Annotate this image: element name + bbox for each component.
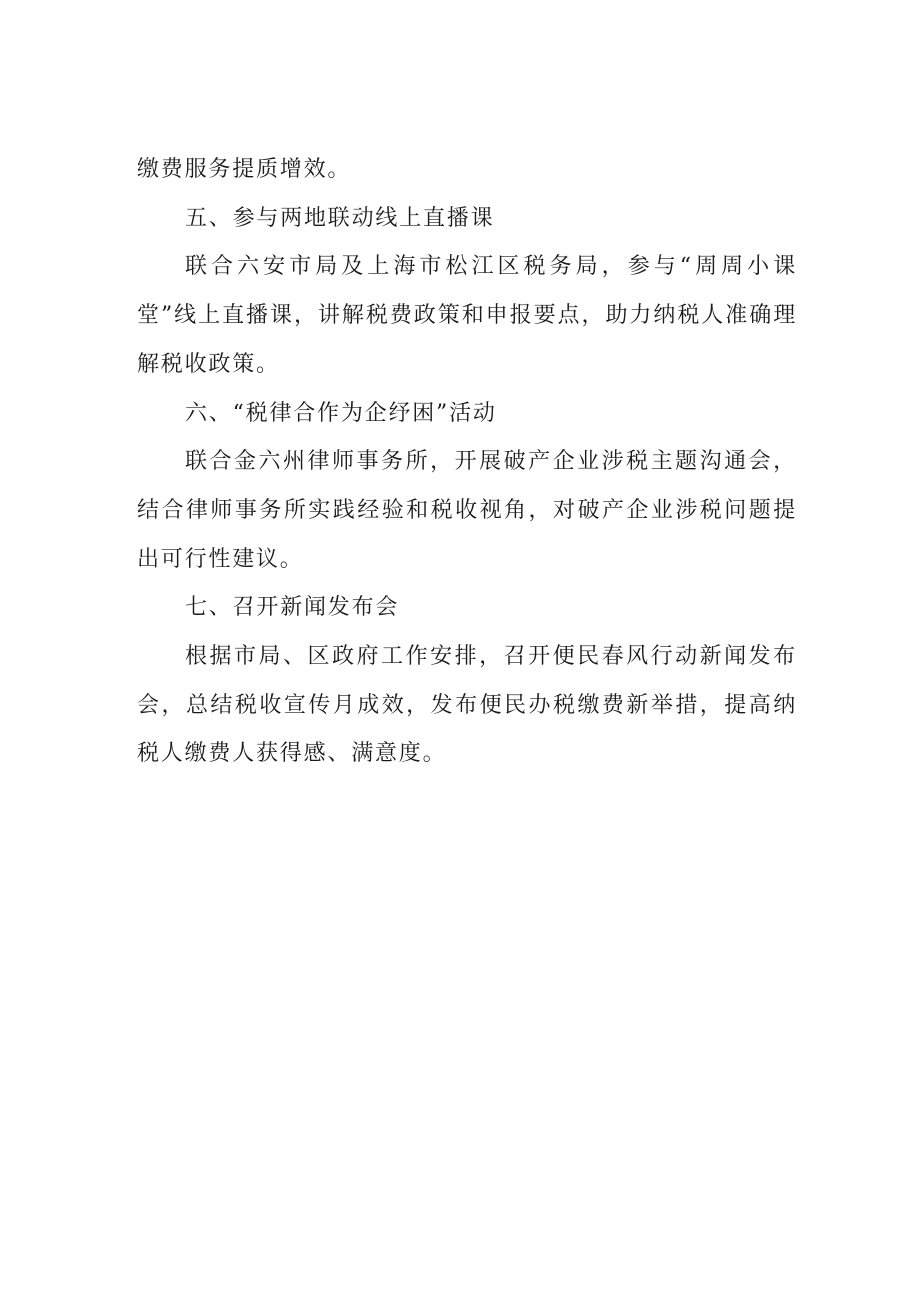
section-heading-six: 六、“税律合作为企纾困”活动 bbox=[185, 400, 497, 426]
document-body bbox=[137, 146, 797, 779]
paragraph-live-course: 联合六安市局及上海市松江区税务局，参与“周周小课堂”线上直播课，讲解税费政策和申报要点，助力纳税人准确理解税收政策。 bbox=[137, 254, 797, 377]
paragraph-law-firm-cooperation: 联合金六州律师事务所，开展破产企业涉税主题沟通会，结合律师事务所实践经验和税收视角，对破产企业涉税问题提出可行性建议。 bbox=[137, 449, 797, 572]
section-heading-seven: 七、召开新闻发布会 bbox=[185, 595, 400, 621]
paragraph-continuation: 缴费服务提质增效。 bbox=[137, 157, 352, 182]
paragraph-press-conference: 根据市局、区政府工作安排，召开便民春风行动新闻发布会，总结税收宣传月成效，发布便民办税缴费新举措，提高纳税人缴费人获得感、满意度。 bbox=[137, 644, 797, 767]
section-heading-five: 五、参与两地联动线上直播课 bbox=[185, 205, 495, 231]
